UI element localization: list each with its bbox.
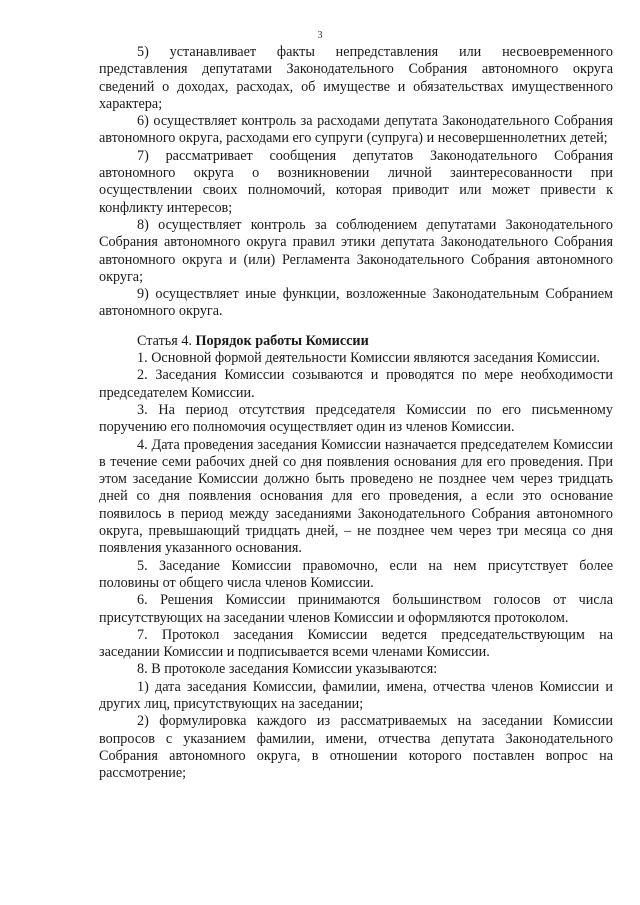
page-number: 3 (317, 30, 323, 41)
article-heading-prefix: Статья 4. (137, 332, 196, 349)
article-heading (99, 333, 613, 350)
article-heading-title: Порядок работы Комиссии (195, 332, 369, 349)
paragraph-item-8: 8) осуществляет контроль за соблюдением депутатами Законодательного Собрания автономного округа правил этики депутата Законодательного Собрания автономного округа и (или) Регламента Законодательного Собрания автономного округа; (99, 216, 613, 285)
paragraph-item-7: 7) рассматривает сообщения депутатов Законодательного Собрания автономного округа о возникновении личной заинтересованности при осуществлении своих полномочий, которая приводит или может привести к конфликту интересов; (99, 147, 613, 216)
document-body (99, 44, 613, 782)
clause-2: 2. Заседания Комиссии созываются и проводятся по мере необходимости председателем Комиссии. (99, 367, 613, 401)
clause-5: 5. Заседание Комиссии правомочно, если на нем присутствует более половины от общего числа членов Комиссии. (99, 557, 613, 591)
clause-3: 3. На период отсутствия председателя Комиссии по его письменному поручению его полномочия осуществляет один из членов Комиссии. (99, 401, 613, 436)
paragraph-item-9: 9) осуществляет иные функции, возложенные Законодательным Собранием автономного округа. (99, 286, 613, 320)
clause-8: 8. В протоколе заседания Комиссии указываются: (137, 661, 438, 678)
clause-8-item-1: 1) дата заседания Комиссии, фамилии, имена, отчества членов Комиссии и других лиц, присутствующих на заседании; (99, 678, 613, 712)
clause-4: 4. Дата проведения заседания Комиссии назначается председателем Комиссии в течение семи рабочих дней со дня появления основания для его проведения. При этом заседание Комиссии должно быть проведено не позднее чем через тридцать дней со дня появления основания для его проведения, а если это основание появилось в период между заседаниями Законодательного Собрания автономного округа, превышающий тридцать дней, – не позднее чем через три месяца со дня появления указанного основания. (99, 436, 613, 557)
clause-7: 7. Протокол заседания Комиссии ведется председательствующим на заседании Комиссии и подписывается всеми членами Комиссии. (99, 626, 613, 661)
clause-1: 1. Основной формой деятельности Комиссии являются заседания Комиссии. (137, 350, 601, 367)
paragraph-item-6: 6) осуществляет контроль за расходами депутата Законодательного Собрания автономного округа, расходами его супруги (супруга) и несовершеннолетних детей; (99, 113, 613, 147)
clause-6: 6. Решения Комиссии принимаются большинством голосов от числа присутствующих на заседании членов Комиссии и оформляются протоколом. (99, 592, 613, 626)
paragraph-item-5: 5) устанавливает факты непредставления или несвоевременного представления депутатами Законодательного Собрания автономного округа сведений о доходах, расходах, об имуществе и обязательствах имущественного характера; (99, 44, 613, 112)
clause-8-item-2: 2) формулировка каждого из рассматриваемых на заседании Комиссии вопросов с указанием фамилии, имени, отчества депутата Законодательного Собрания автономного округа, в отношении которого поставлен вопрос на рассмотрение; (99, 713, 613, 782)
